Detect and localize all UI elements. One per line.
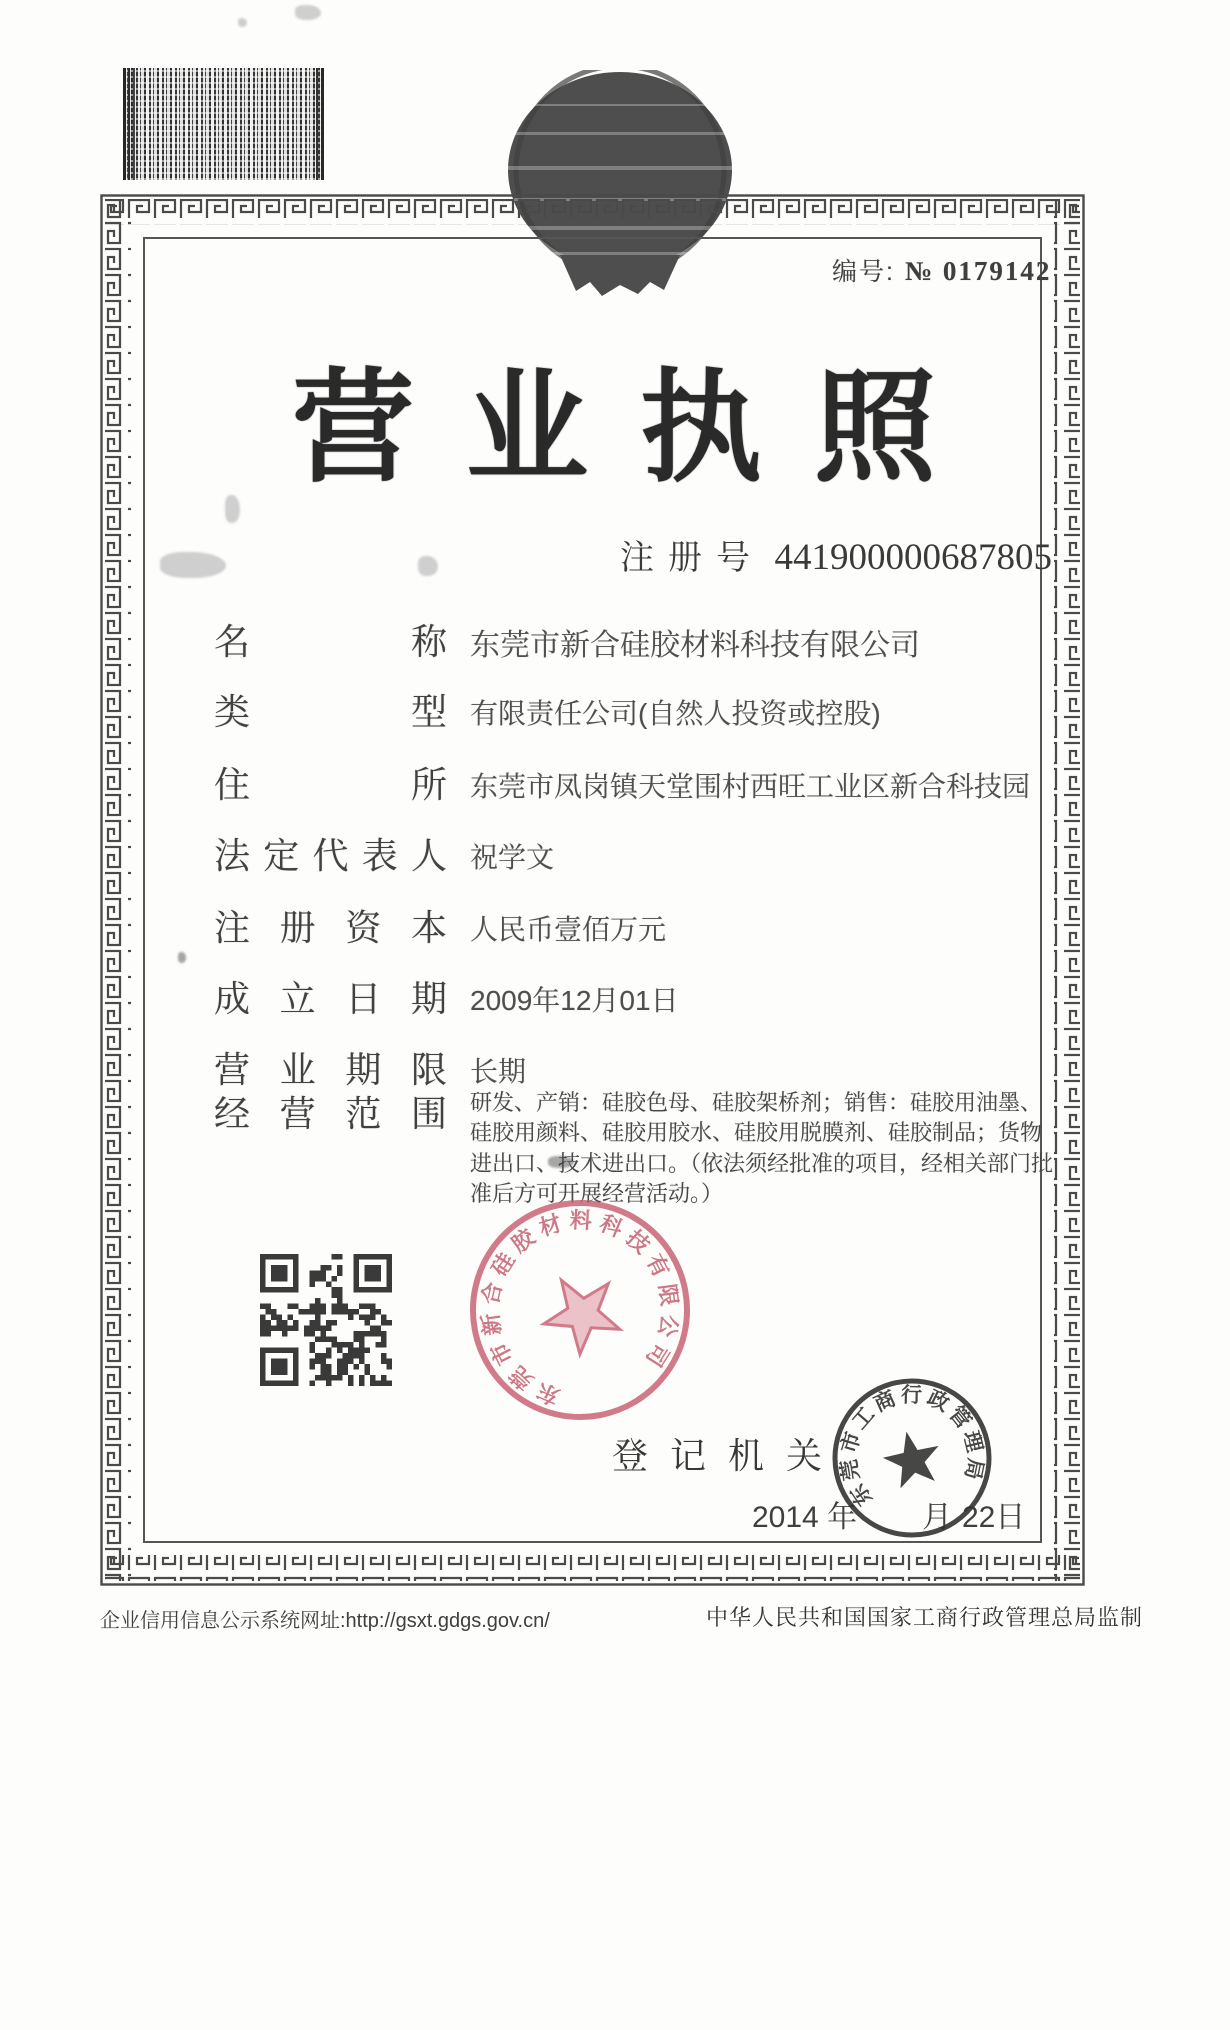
field-value: 研发、产销：硅胶色母、硅胶架桥剂；销售：硅胶用油墨、硅胶用颜料、硅胶用胶水、硅胶用脱膜剂、硅胶制品；货物进出口、技术进出口。（依法须经批准的项目，经相关部门批准后方可开展经营活动。） [470,1090,1054,1207]
field-value: 2009年12月01日 [470,985,679,1016]
reg-no-label: 注册号 [620,539,764,577]
serial-number [832,252,1051,288]
field-label: 经营范围 [214,1093,447,1134]
serial-value: № 0179142 [904,256,1052,286]
field-value: 有限责任公司(自然人投资或控股) [470,698,881,729]
field-value: 东莞市凤岗镇天堂围村西旺工业区新合科技园 [470,771,1031,802]
scan-smudge [295,5,321,20]
field-row-established [214,979,1074,1019]
qr-code-icon [260,1254,392,1386]
registry-authority-label: 登记机关 [612,1435,845,1476]
page-title: 营业执照 [292,360,988,496]
serial-label: 编号: [832,258,895,286]
field-value: 东莞市新合硅胶材料科技有限公司 [470,629,920,662]
star-icon [529,1260,632,1362]
field-row-term [214,1050,1074,1090]
scan-smudge [225,495,240,523]
scan-smudge [160,552,226,578]
field-label: 注册资本 [214,907,447,949]
field-row-type [214,692,1074,732]
star-icon [879,1426,946,1491]
company-seal-text: 东莞市新合硅胶材料科技有限公司 [476,1207,684,1410]
registry-seal-text: 东莞市工商行政管理局 [836,1383,987,1510]
field-label: 名称 [214,621,447,663]
scan-smudge [238,18,247,27]
footer-issuer: 中华人民共和国国家工商行政管理总局监制 [706,1605,1144,1630]
field-row-capital [214,908,1074,948]
scan-smudge [418,556,438,576]
scan-smudge [178,952,186,963]
field-row-address [214,765,1074,805]
field-label: 成立日期 [214,978,447,1020]
reg-no-value: 441900000687805 [774,537,1052,578]
barcode [123,68,324,180]
field-value: 祝学文 [470,842,555,873]
issue-date-year: 2014 年 [752,1501,858,1534]
field-label: 法定代表人 [214,835,447,877]
field-value: 长期 [470,1056,527,1087]
issue-date-month: 月 [922,1501,952,1534]
field-row-name [214,620,1074,664]
field-row-legal-rep [214,836,1074,876]
registry-seal [811,1357,1013,1559]
qr-code [260,1254,392,1386]
field-value: 人民币壹佰万元 [470,914,667,945]
field-label: 住所 [214,764,447,806]
scan-smudge [548,1156,574,1168]
field-label: 类型 [214,691,447,733]
registration-number-row [620,530,1052,579]
field-label: 营业期限 [214,1049,447,1091]
issue-date-day: 22日 [962,1501,1026,1534]
footer-url: 企业信用信息公示系统网址:http://gsxt.gdgs.gov.cn/ [100,1610,550,1632]
